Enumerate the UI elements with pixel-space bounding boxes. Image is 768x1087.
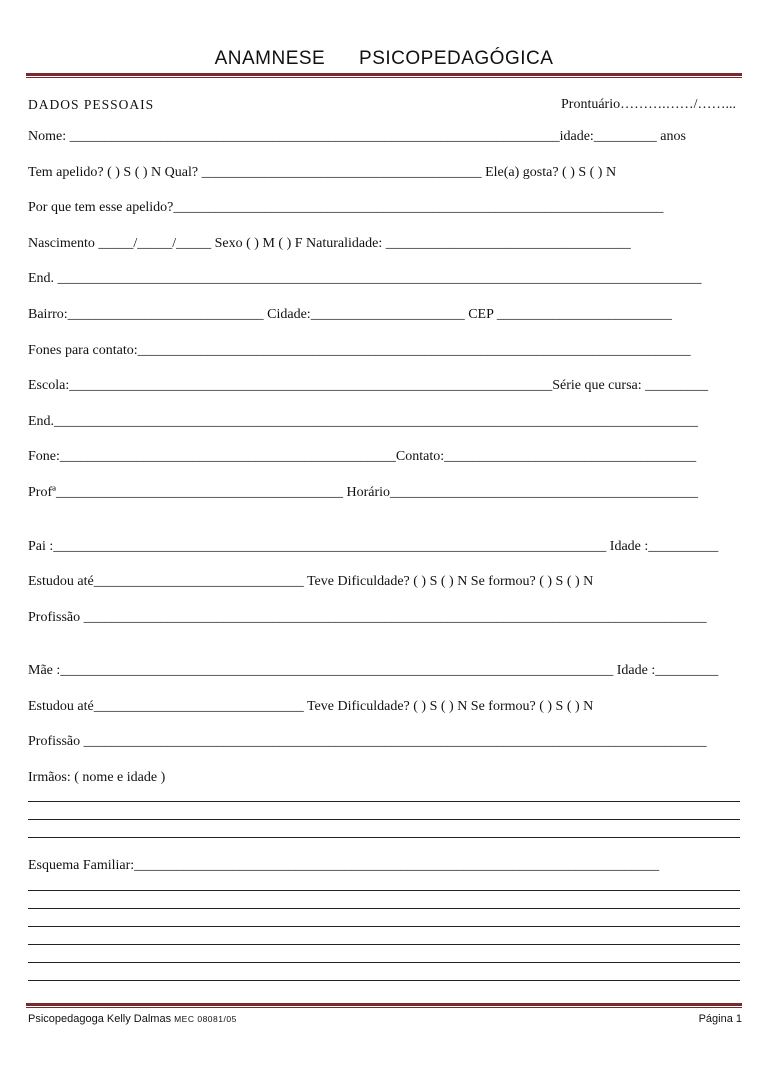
fones-contato-field[interactable]: Fones para contato:_______________________________________________________________________________ — [28, 343, 691, 358]
esquema-line-2[interactable] — [28, 908, 740, 909]
irmaos-line-3[interactable] — [28, 837, 740, 838]
nome-field[interactable]: Nome: ______________________________________________________________________idade:_________ anos — [28, 129, 686, 144]
top-rule-thin — [26, 77, 742, 78]
esquema-line-5[interactable] — [28, 962, 740, 963]
esquema-line-6[interactable] — [28, 980, 740, 981]
footer-mec: MEC 08081/05 — [174, 1014, 237, 1024]
pai-field[interactable]: Pai :_______________________________________________________________________________ Idade :__________ — [28, 539, 719, 554]
top-rule — [26, 73, 742, 76]
esquema-line-4[interactable] — [28, 944, 740, 945]
title-part-2: PSICOPEDAGÓGICA — [359, 48, 554, 69]
esquema-line-1[interactable] — [28, 890, 740, 891]
pai-estudou-field[interactable]: Estudou até______________________________ Teve Dificuldade? ( ) S ( ) N Se formou? ( ) S ( ) N — [28, 574, 594, 589]
footer-author-name: Psicopedagoga Kelly Dalmas — [28, 1013, 172, 1025]
apelido-field[interactable]: Tem apelido? ( ) S ( ) N Qual? ________________________________________ Ele(a) gosta? ( ) S ( ) N — [28, 165, 617, 180]
fone-field[interactable]: Fone:________________________________________________Contato:____________________________________ — [28, 449, 697, 464]
footer-author — [28, 1013, 237, 1025]
esquema-line-3[interactable] — [28, 926, 740, 927]
title-part-1: ANAMNESE — [214, 48, 326, 69]
section-header — [28, 97, 740, 113]
bairro-field[interactable]: Bairro:____________________________ Cidade:______________________ CEP _________________________ — [28, 307, 672, 322]
section-label: DADOS PESSOAIS — [28, 97, 155, 112]
professora-field[interactable]: Profª_________________________________________ Horário____________________________________________ — [28, 485, 699, 500]
pai-profissao-field[interactable]: Profissão _________________________________________________________________________________________ — [28, 610, 707, 625]
mae-profissao-field[interactable]: Profissão _________________________________________________________________________________________ — [28, 734, 707, 749]
irmaos-line-1[interactable] — [28, 801, 740, 802]
bottom-rule-thin — [26, 1007, 742, 1008]
mae-estudou-field[interactable]: Estudou até______________________________ Teve Dificuldade? ( ) S ( ) N Se formou? ( ) S ( ) N — [28, 699, 594, 714]
porque-apelido-field[interactable]: Por que tem esse apelido?______________________________________________________________________ — [28, 200, 664, 215]
irmaos-line-2[interactable] — [28, 819, 740, 820]
escola-endereco-field[interactable]: End.____________________________________________________________________________________________ — [28, 414, 699, 429]
page-title — [0, 48, 768, 70]
prontuario-field[interactable]: Prontuário……….……/……... — [561, 97, 736, 112]
page-number: Página 1 — [698, 1013, 742, 1025]
nascimento-field[interactable]: Nascimento _____/_____/_____ Sexo ( ) M ( ) F Naturalidade: ___________________________________ — [28, 236, 631, 251]
endereco-field[interactable]: End. ____________________________________________________________________________________________ — [28, 271, 702, 286]
mae-field[interactable]: Mãe :_______________________________________________________________________________ Idade :_________ — [28, 663, 719, 678]
escola-field[interactable]: Escola:_____________________________________________________________________Série que cursa: _________ — [28, 378, 709, 393]
esquema-familiar-field[interactable]: Esquema Familiar:___________________________________________________________________________ — [28, 858, 660, 873]
irmaos-label: Irmãos: ( nome e idade ) — [28, 770, 166, 785]
bottom-rule — [26, 1003, 742, 1006]
